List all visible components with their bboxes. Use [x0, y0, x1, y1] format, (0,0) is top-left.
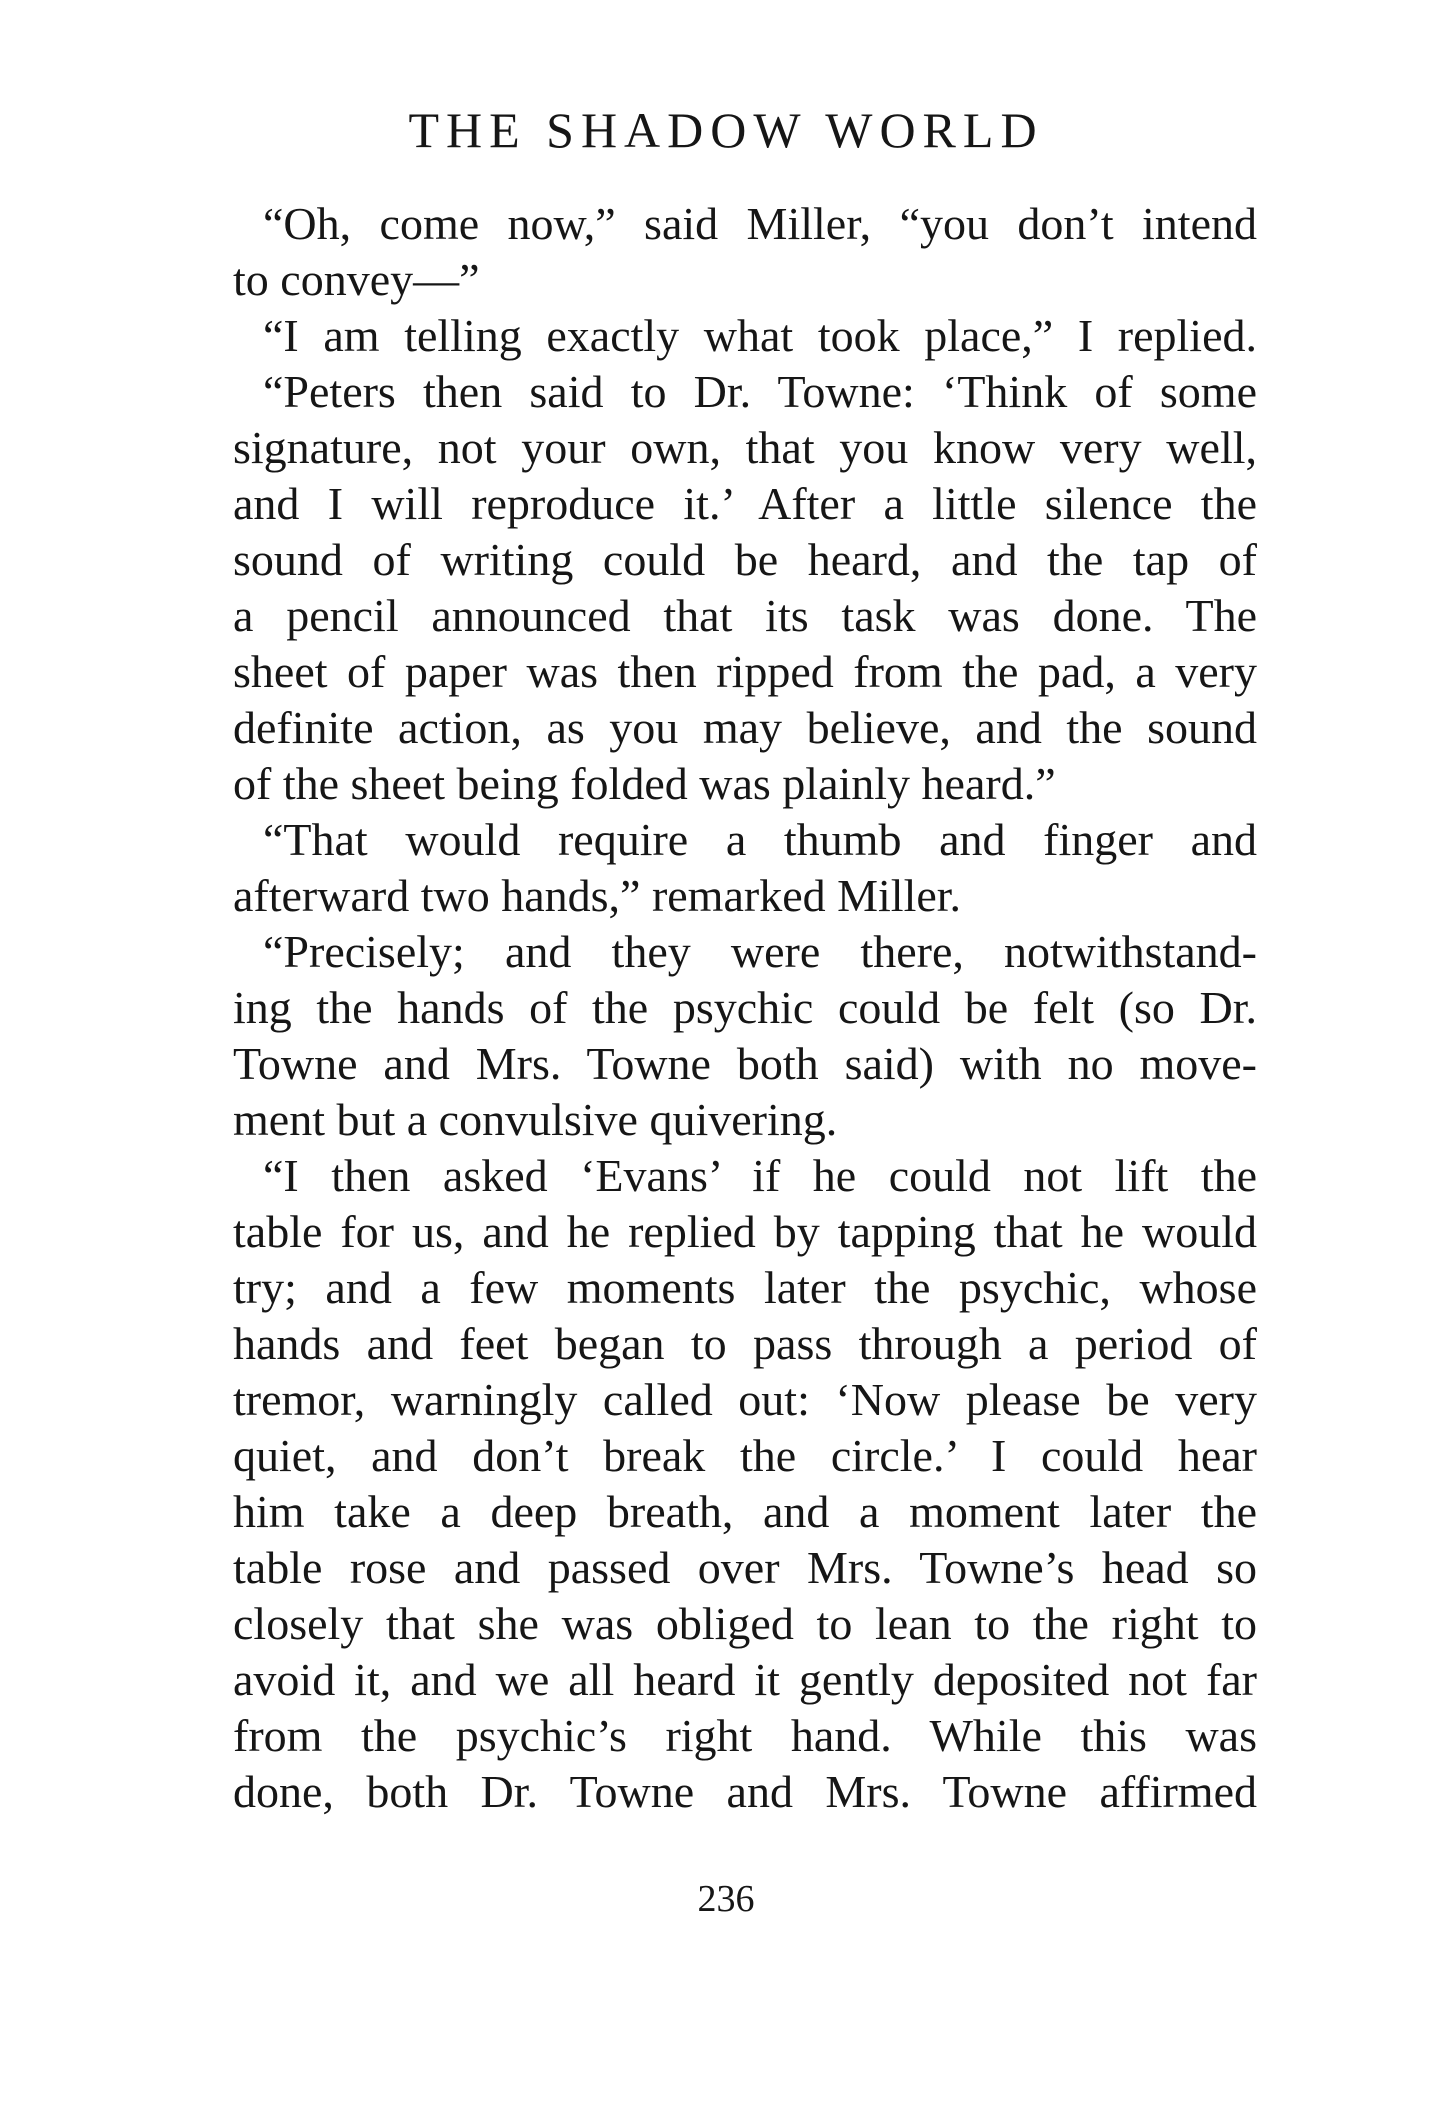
text-line: “I then asked ‘Evans’ if he could not lift the	[263, 1150, 1257, 1201]
page-number: 236	[697, 1878, 755, 1920]
text-line: hands and feet began to pass through a period of	[233, 1318, 1257, 1369]
text-line: ment but a convulsive quivering.	[233, 1094, 838, 1145]
text-line: signature, not your own, that you know very well,	[233, 422, 1257, 473]
text-line: “That would require a thumb and finger and	[263, 814, 1257, 865]
text-line: him take a deep breath, and a moment later the	[233, 1486, 1257, 1537]
text-line: from the psychic’s right hand. While this was	[233, 1710, 1257, 1761]
text-line: “Oh, come now,” said Miller, “you don’t intend	[263, 198, 1257, 249]
text-line: table rose and passed over Mrs. Towne’s head so	[233, 1542, 1257, 1593]
running-head: THE SHADOW WORLD	[408, 102, 1044, 158]
text-line: to convey—”	[233, 254, 480, 305]
text-line: try; and a few moments later the psychic, whose	[233, 1262, 1257, 1313]
body-text	[233, 196, 1257, 1820]
text-line: avoid it, and we all heard it gently deposited not far	[233, 1654, 1257, 1705]
text-line: done, both Dr. Towne and Mrs. Towne affirmed	[233, 1766, 1257, 1817]
text-line: “I am telling exactly what took place,” I replied.	[263, 310, 1257, 361]
text-line: quiet, and don’t break the circle.’ I could hear	[233, 1430, 1257, 1481]
text-line: sound of writing could be heard, and the tap of	[233, 534, 1257, 585]
text-line: “Precisely; and they were there, notwithstand-	[263, 926, 1257, 977]
text-line: Towne and Mrs. Towne both said) with no move-	[233, 1038, 1257, 1089]
text-line: tremor, warningly called out: ‘Now please be very	[233, 1374, 1257, 1425]
text-line: of the sheet being folded was plainly heard.”	[233, 758, 1056, 809]
text-line: a pencil announced that its task was done. The	[233, 590, 1257, 641]
text-line: definite action, as you may believe, and the sound	[233, 702, 1257, 753]
text-line: closely that she was obliged to lean to the right to	[233, 1598, 1257, 1649]
text-line: table for us, and he replied by tapping that he would	[233, 1206, 1257, 1257]
text-line: afterward two hands,” remarked Miller.	[233, 870, 962, 921]
text-line: ing the hands of the psychic could be felt (so Dr.	[233, 982, 1257, 1033]
text-line: and I will reproduce it.’ After a little silence the	[233, 478, 1257, 529]
text-line: “Peters then said to Dr. Towne: ‘Think of some	[263, 366, 1257, 417]
text-line: sheet of paper was then ripped from the pad, a very	[233, 646, 1257, 697]
